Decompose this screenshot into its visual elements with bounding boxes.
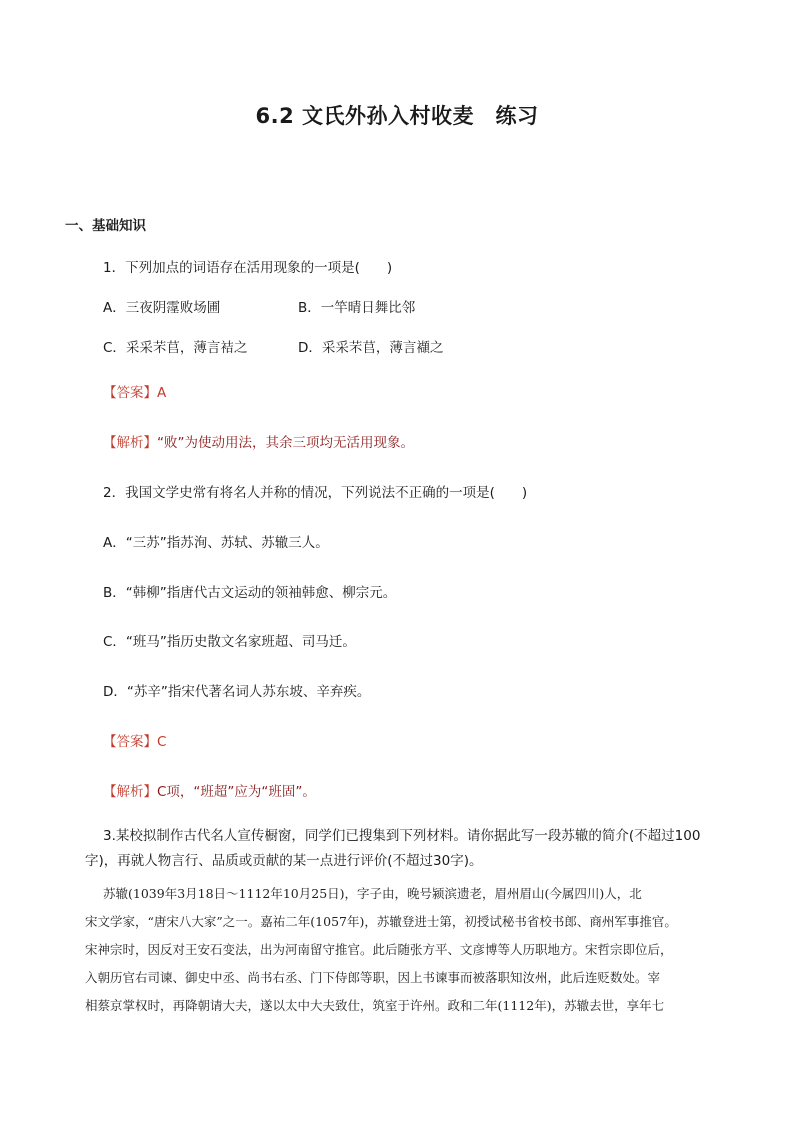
- analysis-text: “败”为使动用法，其余三项均无活用现象。: [157, 435, 414, 451]
- answer-tag: 【答案】: [103, 385, 157, 401]
- question-2-option-a: A．“三苏”指苏洵、苏轼、苏辙三人。: [103, 535, 329, 551]
- question-2-stem: 2．我国文学史常有将名人并称的情况，下列说法不正确的一项是( ): [103, 485, 528, 501]
- analysis-tag: 【解析】: [103, 784, 157, 800]
- question-1-option-b: B．一竿晴日舞比邻: [298, 300, 416, 316]
- question-3-material: [85, 880, 725, 1020]
- material-line: 相蔡京掌权时，再降朝请大夫，遂以太中大夫致仕，筑室于许州。政和二年(1112年)，苏辙去世，享年七: [85, 998, 665, 1013]
- question-1-option-c: C．采采芣苢，薄言袺之: [103, 340, 248, 356]
- question-1-answer: [103, 381, 166, 401]
- question-1-analysis: [103, 431, 414, 451]
- page-title: 6.2 文氏外孙入村收麦 练习: [255, 104, 539, 128]
- question-2-option-b: B．“韩柳”指唐代古文运动的领袖韩愈、柳宗元。: [103, 585, 397, 601]
- material-line: 宋神宗时，因反对王安石变法，出为河南留守推官。此后随张方平、文彦博等人历职地方。宋哲宗即位后，: [85, 942, 673, 957]
- question-3-stem: 3.某校拟制作古代名人宣传橱窗，同学们已搜集到下列材料。请你据此写一段苏辙的简介(不超过100字)，再就人物言行、品质或贡献的某一点进行评价(不超过30字)。: [85, 828, 701, 869]
- answer-tag: 【答案】: [103, 734, 157, 750]
- question-1-option-d: D．采采芣苢，薄言襭之: [298, 340, 444, 356]
- question-2-option-c: C．“班马”指历史散文名家班超、司马迁。: [103, 634, 356, 650]
- question-2-answer: [103, 730, 166, 750]
- answer-value: C: [157, 734, 167, 750]
- analysis-tag: 【解析】: [103, 435, 157, 451]
- section-heading: 一、基础知识: [65, 218, 146, 234]
- material-line: 苏辙(1039年3月18日～1112年10月25日)，字子由，晚号颍滨遗老，眉州眉山(今属四川)人，北: [103, 886, 642, 901]
- answer-value: A: [157, 385, 167, 401]
- question-1-stem: 1．下列加点的词语存在活用现象的一项是( ): [103, 260, 393, 276]
- question-2-analysis: [103, 780, 316, 800]
- question-1-option-a: A．三夜阴霪败场圃: [103, 300, 221, 316]
- analysis-text: C项，“班超”应为“班固”。: [157, 784, 316, 800]
- material-line: 宋文学家，“唐宋八大家”之一。嘉祐二年(1057年)，苏辙登进士第，初授试秘书省校书郎、商州军事推官。: [85, 914, 677, 929]
- question-2-option-d: D．“苏辛”指宋代著名词人苏东坡、辛弃疾。: [103, 684, 371, 700]
- material-line: 入朝历官右司谏、御史中丞、尚书右丞、门下侍郎等职，因上书谏事而被落职知汝州，此后连贬数处。宰: [85, 970, 661, 985]
